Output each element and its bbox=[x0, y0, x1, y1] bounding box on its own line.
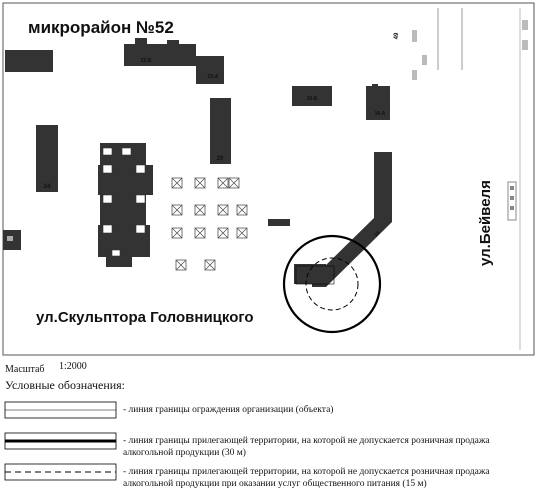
building-number: 16 bbox=[373, 230, 382, 239]
building bbox=[7, 236, 13, 241]
small-structure bbox=[412, 30, 417, 42]
legend-item-dashed: - линия границы прилегающей территории, на которой не допускается розничная продажа алкогольной продукции при оказании услуг общественного питания (15 м) bbox=[123, 467, 490, 489]
building-22 bbox=[124, 44, 196, 66]
building-22 bbox=[135, 38, 147, 46]
building-22 bbox=[167, 40, 179, 46]
small-structure bbox=[412, 70, 417, 80]
building-number: 22-А bbox=[207, 74, 219, 80]
building-number: 20 bbox=[216, 156, 224, 162]
small-structure bbox=[522, 20, 528, 30]
building-main bbox=[106, 255, 132, 267]
building-number: 16-Б bbox=[306, 96, 318, 102]
building-16-a bbox=[372, 84, 378, 88]
building-number: 24 bbox=[43, 184, 51, 190]
street-label-right: ул.Бейвеля bbox=[477, 180, 494, 266]
small-structure bbox=[510, 196, 514, 200]
building-number: 16-А bbox=[374, 111, 386, 117]
building-16 bbox=[294, 264, 326, 284]
street-label-bottom: ул.Скульптора Головницкого bbox=[36, 309, 254, 326]
small-structure bbox=[522, 40, 528, 50]
building-24 bbox=[36, 125, 58, 192]
legend-title: Условные обозначения: bbox=[5, 378, 126, 392]
legend-item-thick: - линия границы прилегающей территории, на которой не допускается розничная продажа алкогольной продукции (30 м) bbox=[123, 436, 490, 458]
scale-label: Масштаб bbox=[5, 364, 45, 375]
district-title: микрорайон №52 bbox=[28, 18, 174, 37]
building bbox=[268, 219, 290, 226]
scale-value: 1:2000 bbox=[59, 361, 87, 372]
building bbox=[5, 50, 53, 72]
building-number: 22-Б bbox=[140, 58, 152, 64]
map-frame bbox=[3, 3, 534, 355]
building-20 bbox=[210, 98, 231, 164]
building-number: 49 bbox=[394, 32, 400, 40]
small-structure bbox=[510, 206, 514, 210]
small-structure bbox=[422, 55, 427, 65]
small-structure bbox=[510, 186, 514, 190]
legend-item-thin: - линия границы ограждения организации (объекта) bbox=[123, 405, 334, 415]
